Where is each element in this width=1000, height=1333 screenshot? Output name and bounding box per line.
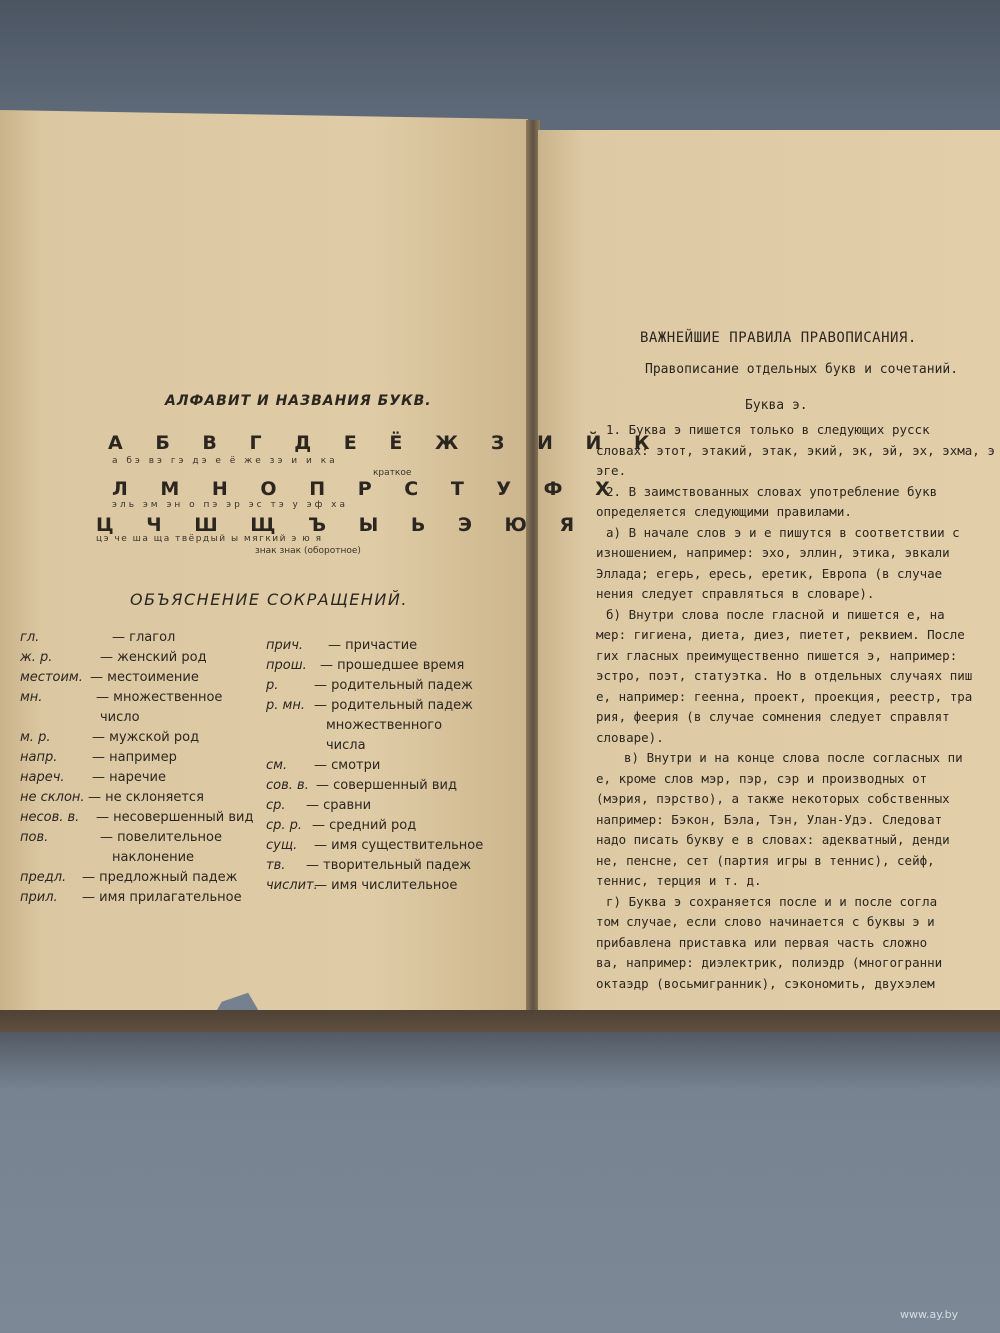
book-shadow	[0, 1010, 1000, 1090]
rules-subtitle: Правописание отдельных букв и сочетаний.	[645, 362, 959, 377]
text-line: б) Внутри слова после гласной и пишется е, на	[606, 606, 945, 622]
abbr-row	[266, 836, 516, 856]
abbr-row	[20, 688, 250, 708]
abbr-key: несов. в.	[20, 810, 80, 825]
abbr-value: — имя числительное	[314, 878, 458, 893]
alphabet-row-1-letters: А Б В Г Д Е Ё Ж З И Й К	[108, 432, 663, 454]
text-line: том случае, если слово начинается с буквы э и	[596, 914, 935, 929]
abbr-value: — не склоняется	[88, 790, 204, 805]
text-line: изношением, например: эхо, эллин, этика, эвкали	[596, 545, 950, 560]
abbr-row	[266, 756, 516, 776]
text-line: например: Бэкон, Бэла, Тэн, Улан-Удэ. Следоват	[596, 811, 943, 827]
alphabet-row-1-note: краткое	[373, 468, 412, 478]
abbr-value: — глагол	[112, 630, 176, 645]
abbr-value: — например	[92, 750, 177, 765]
abbr-row	[20, 648, 250, 668]
abbr-key: напр.	[20, 750, 58, 765]
abbr-value: — женский род	[100, 650, 207, 665]
abbr-row	[266, 716, 516, 736]
background-top	[0, 0, 1000, 110]
abbr-value: — мужской род	[92, 730, 200, 745]
abbr-key: числит.	[266, 878, 318, 893]
text-line: ва, например: диэлектрик, полиэдр (многогранни	[596, 955, 943, 970]
abbr-row	[266, 656, 516, 676]
abbr-key: местоим.	[20, 670, 83, 685]
abbr-row	[20, 708, 250, 728]
alphabet-row-3-letters: Ц Ч Ш Щ Ъ Ы Ь Э Ю Я	[96, 514, 588, 536]
abbr-row	[266, 676, 516, 696]
abbr-row	[20, 828, 250, 848]
abbr-value: — повелительное	[100, 830, 222, 845]
text-line: нения следует справляться в словаре).	[596, 586, 875, 601]
abbr-row	[20, 808, 254, 828]
text-line: эстро, поэт, статуэтка. Но в отдельных случаях пиш	[596, 668, 973, 683]
abbr-value: — творительный падеж	[306, 858, 472, 873]
text-line: определяется следующими правилами.	[596, 504, 852, 519]
abbr-key: тв.	[266, 858, 286, 873]
rules-body-text	[596, 420, 1000, 994]
abbr-value: — прошедшее время	[320, 658, 465, 673]
alphabet-row-2-names: эль эм эн о пэ эр эс тэ у эф ха	[112, 500, 349, 510]
abbr-key: нареч.	[20, 770, 65, 785]
text-line: прибавлена приставка или первая часть сложно	[596, 934, 928, 950]
text-line: теннис, терция и т. д.	[596, 873, 762, 888]
text-line: гих гласных преимущественно пишется э, например:	[596, 647, 958, 663]
text-line: рия, феерия (в случае сомнения следует справлят	[596, 709, 950, 724]
abbr-value: число	[100, 710, 140, 725]
abbr-row	[266, 796, 516, 816]
alphabet-row-2-letters: Л М Н О П Р С Т У Ф Х	[112, 478, 623, 500]
abbr-key: ср.	[266, 798, 286, 813]
alphabet-row-1-names: а бэ вэ гэ дэ е ё же зэ и и ка	[112, 456, 338, 466]
abbr-row	[266, 736, 516, 756]
abbr-key: ср. р.	[266, 818, 303, 833]
abbr-row	[20, 748, 250, 768]
abbr-value: — наречие	[92, 770, 166, 785]
abbr-key: прич.	[266, 638, 304, 653]
abbr-row	[266, 636, 516, 656]
abbr-row	[20, 888, 250, 908]
text-line: а) В начале слов э и е пишутся в соответствии с	[606, 524, 960, 540]
abbr-value: — причастие	[328, 638, 418, 653]
abbr-key: пов.	[20, 830, 49, 845]
abbr-value: — совершенный вид	[316, 778, 457, 793]
abbr-value: — средний род	[312, 818, 417, 833]
abbr-value: — родительный падеж	[314, 678, 473, 693]
abbr-value: — сравни	[306, 798, 372, 813]
abbr-key: гл.	[20, 630, 40, 645]
abbr-row	[266, 816, 516, 836]
text-line: в) Внутри и на конце слова после согласных пи	[624, 750, 963, 765]
abbr-key: предл.	[20, 870, 67, 885]
abbr-value: — множественное	[96, 690, 223, 705]
abbreviations-left-column	[20, 628, 254, 908]
text-line: е, например: геенна, проект, проекция, реестр, тра	[596, 688, 973, 704]
alphabet-row-3-note: знак знак (оборотное)	[255, 546, 361, 556]
abbr-value: — имя существительное	[314, 838, 484, 853]
text-line: Эллада; егерь, ересь, еретик, Европа (в случае	[596, 565, 943, 581]
text-line: (мэрия, пэрство), а также некоторых собственных	[596, 791, 950, 806]
abbr-row	[266, 776, 516, 796]
abbr-row	[20, 728, 250, 748]
abbr-value: наклонение	[112, 850, 195, 865]
abbreviations-right-column	[266, 636, 516, 896]
text-line: эге.	[596, 463, 627, 478]
rules-title: ВАЖНЕЙШИЕ ПРАВИЛА ПРАВОПИСАНИЯ.	[640, 330, 917, 346]
abbr-value: множественного	[326, 718, 443, 733]
abbr-value: числа	[326, 738, 366, 753]
abbr-key: сущ.	[266, 838, 298, 853]
section-heading: Буква э.	[745, 398, 808, 413]
abbr-key: прил.	[20, 890, 58, 905]
abbr-key: ж. р.	[20, 650, 53, 665]
abbr-key: м. р.	[20, 730, 51, 745]
alphabet-row-3-names: цэ че ша ща твёрдый ы мягкий э ю я	[96, 534, 323, 544]
abbr-key: не склон.	[20, 790, 85, 805]
abbr-value: — местоимение	[90, 670, 199, 685]
text-line: г) Буква э сохраняется после и и после согла	[606, 893, 938, 909]
abbr-key: р.	[266, 678, 279, 693]
abbr-value: — смотри	[314, 758, 381, 773]
text-line: словаре).	[596, 729, 664, 745]
abbr-value: — имя прилагательное	[82, 890, 242, 905]
site-watermark: www.ay.by	[900, 1308, 959, 1321]
alphabet-title: АЛФАВИТ И НАЗВАНИЯ БУКВ.	[165, 393, 432, 409]
text-line: надо писать букву е в словах: адекватный, денди	[596, 832, 950, 847]
text-line: мер: гигиена, диета, диез, пиетет, реквием. После	[596, 627, 965, 642]
abbr-row	[20, 848, 250, 868]
abbr-row	[20, 668, 250, 688]
text-line: 1. Буква э пишется только в следующих русск	[606, 422, 930, 437]
abbr-key: см.	[266, 758, 288, 773]
abbr-row	[20, 628, 250, 648]
text-line: е, кроме слов мэр, пэр, сэр и производных от	[596, 770, 928, 786]
abbr-row	[266, 856, 516, 876]
abbr-row	[266, 696, 516, 716]
abbr-row	[20, 868, 250, 888]
abbr-key: р. мн.	[266, 698, 305, 713]
text-line: словах: этот, этакий, этак, экий, эк, эй, эх, эхма, э	[596, 442, 995, 458]
text-line: октаэдр (восьмигранник), сэкономить, двухэлем	[596, 975, 935, 991]
abbreviations-title: ОБЪЯСНЕНИЕ СОКРАЩЕНИЙ.	[130, 590, 408, 609]
abbr-key: сов. в.	[266, 778, 309, 793]
text-line: не, пенсне, сет (партия игры в теннис), сейф,	[596, 852, 935, 868]
abbr-key: прош.	[266, 658, 307, 673]
text-line: 2. В заимствованных словах употребление букв	[606, 483, 938, 499]
abbr-row	[20, 768, 250, 788]
abbr-row	[266, 876, 516, 896]
abbr-value: — предложный падеж	[82, 870, 238, 885]
abbr-value: — родительный падеж	[314, 698, 473, 713]
abbr-value: — несовершенный вид	[96, 810, 254, 825]
abbr-key: мн.	[20, 690, 43, 705]
abbr-row	[20, 788, 250, 808]
